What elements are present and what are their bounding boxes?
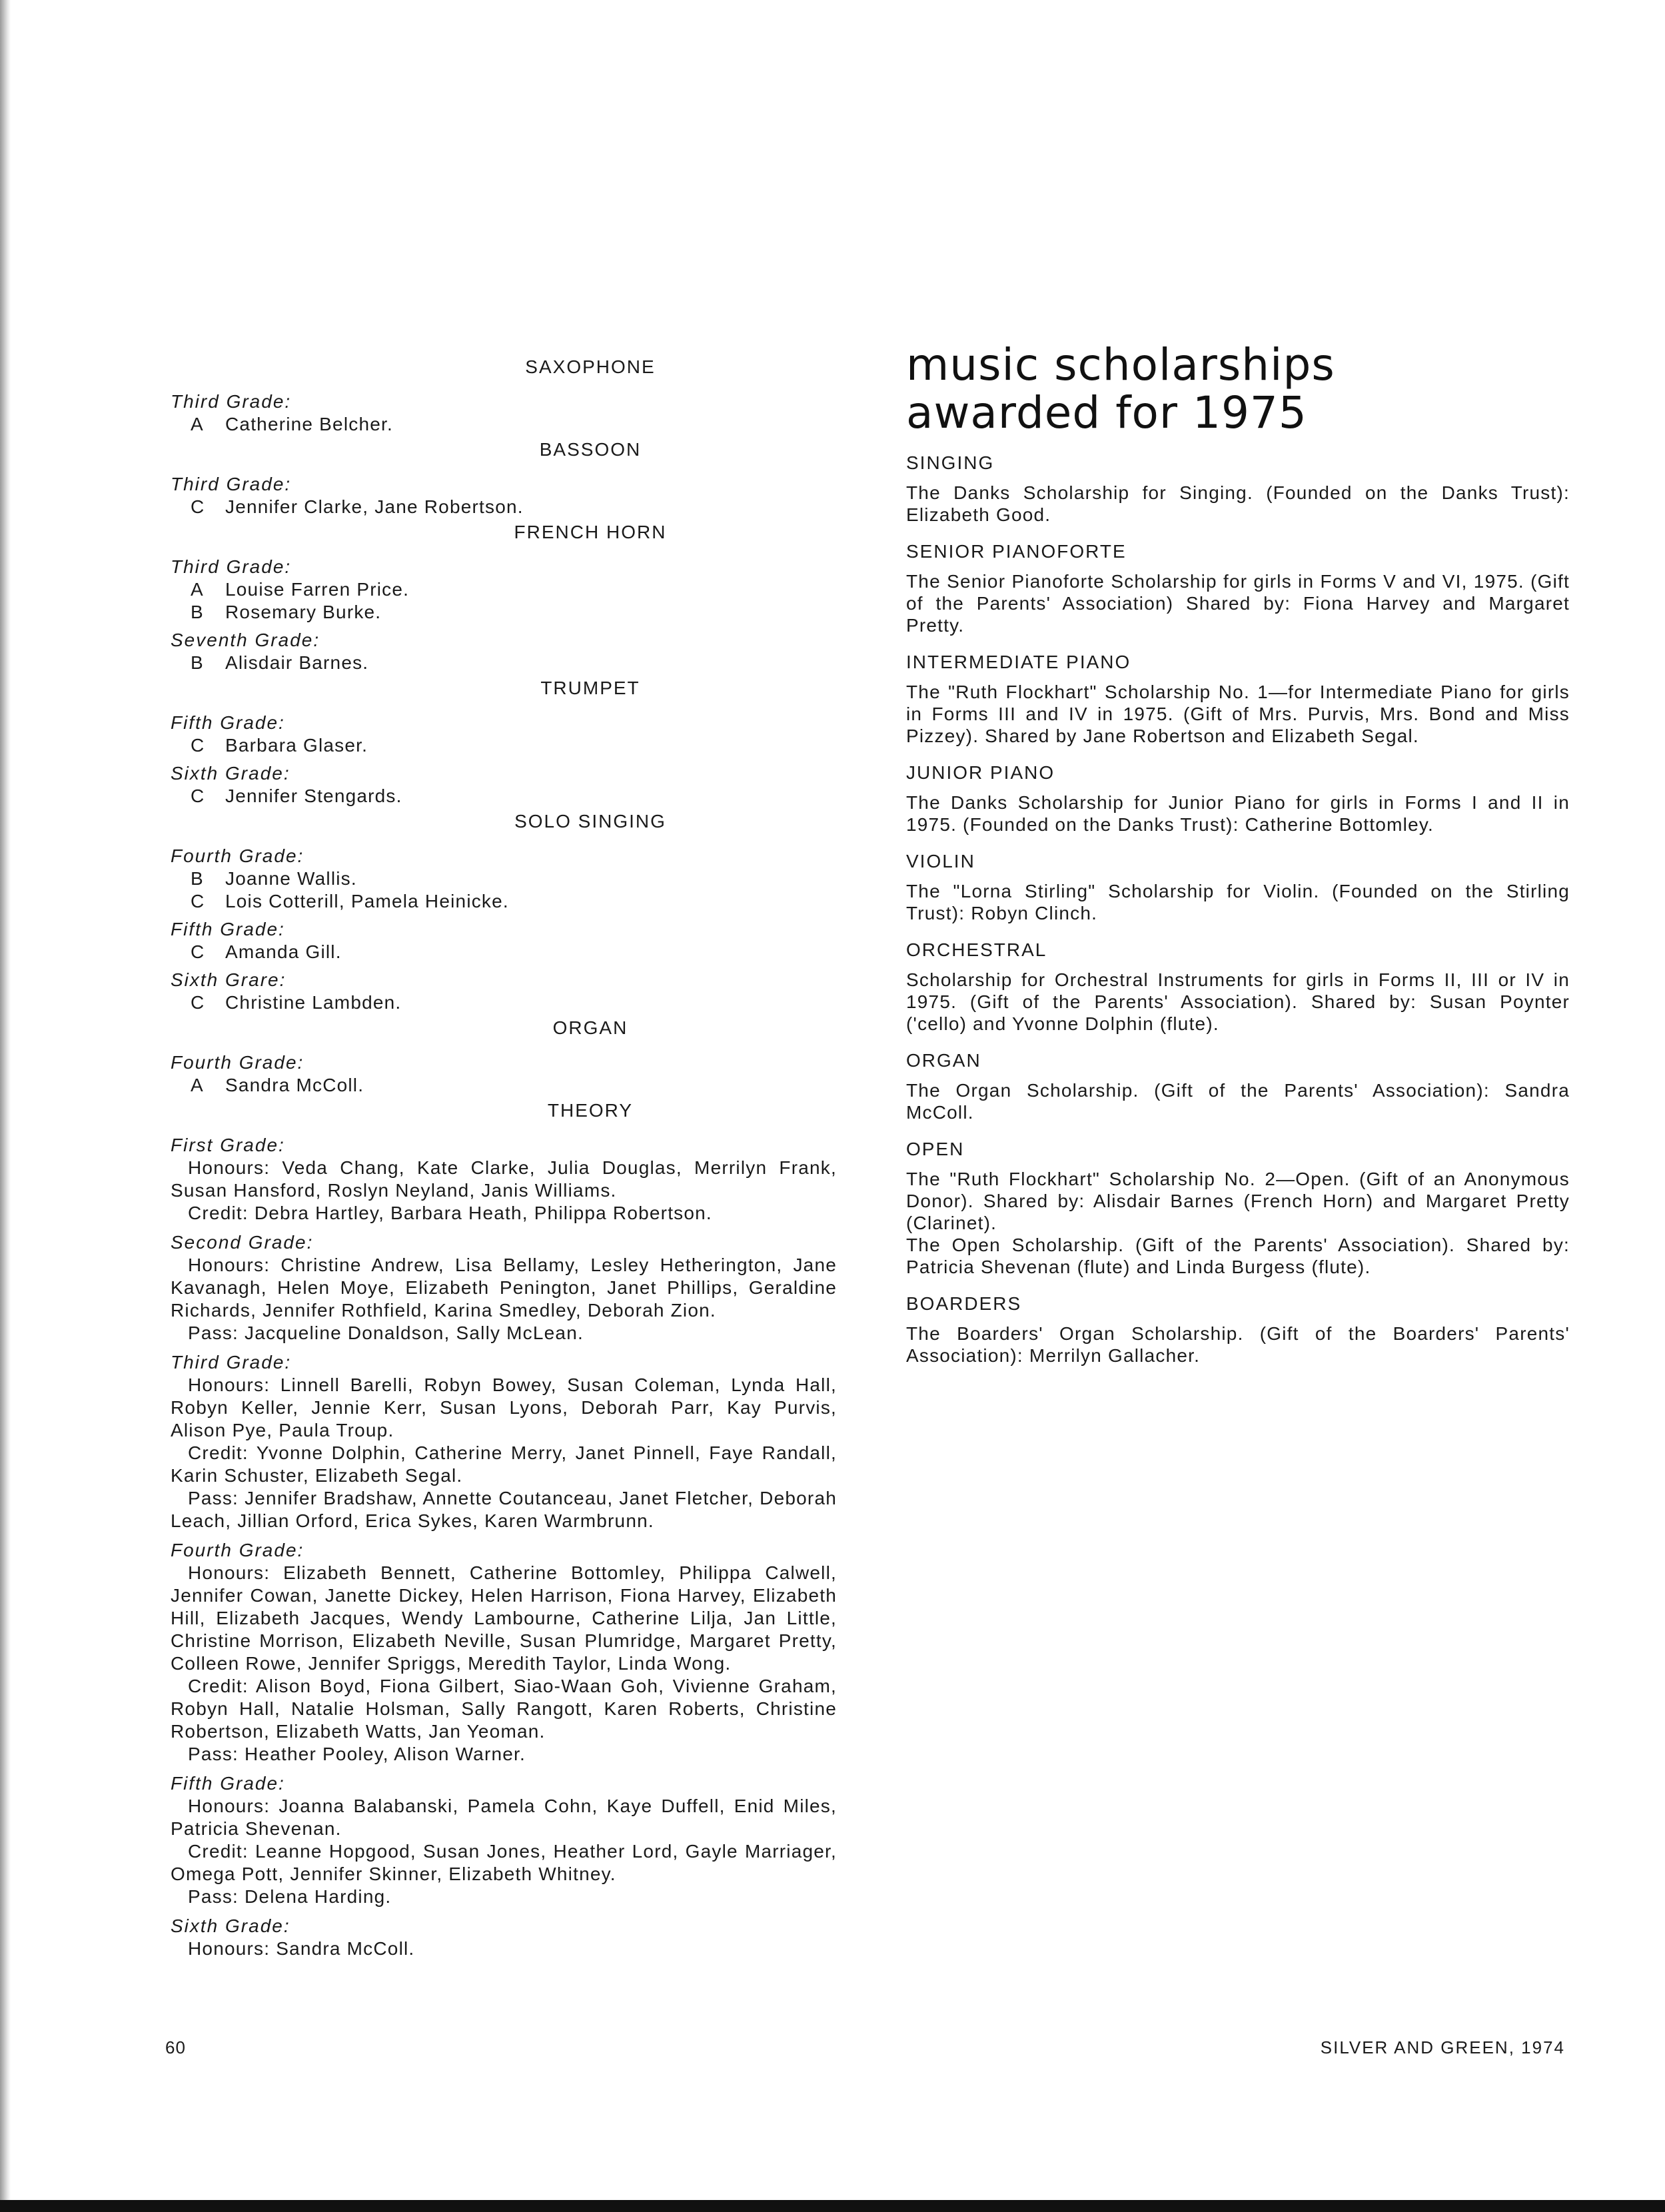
section-paragraph: The "Lorna Stirling" Scholarship for Violin. (Founded on the Stirling Trust): Robyn Clinch. — [906, 881, 1570, 923]
page-number: 60 — [165, 2037, 186, 2057]
section-paragraph: The "Ruth Flockhart" Scholarship No. 2—Open. (Gift of an Anonymous Donor). Shared by: Alisdair Barnes (French Horn) and Margaret Pretty (Clarinet). — [906, 1169, 1570, 1233]
result-names: Lois Cotterill, Pamela Heinicke. — [225, 891, 509, 911]
instrument-section — [171, 810, 837, 1014]
section-heading: JUNIOR PIANO — [906, 762, 1055, 783]
result-names: Louise Farren Price. — [225, 579, 410, 600]
section-heading: INTERMEDIATE PIANO — [906, 652, 1131, 672]
result-line: Credit: Debra Hartley, Barbara Heath, Philippa Robertson. — [188, 1203, 712, 1223]
result-line: Credit: Yvonne Dolphin, Catherine Merry, Janet Pinnell, Faye Randall, Karin Schuster, Elizabeth Segal. — [171, 1442, 837, 1486]
result-names: Catherine Belcher. — [225, 414, 393, 434]
instrument-heading: SOLO SINGING — [514, 811, 666, 831]
result-line: Pass: Delena Harding. — [188, 1886, 392, 1907]
section-heading: ORCHESTRAL — [906, 939, 1047, 960]
instrument-heading: TRUMPET — [540, 678, 640, 698]
grade-label: Third Grade: — [171, 474, 292, 494]
section-text — [906, 792, 1570, 835]
section-paragraph: Scholarship for Orchestral Instruments for girls in Forms II, III or IV in 1975. (Gift of the Parents' Association). Shared by: Susan Poynter ('cello) and Yvonne Dolphin (flute). — [906, 969, 1570, 1034]
section-text — [906, 1079, 1570, 1123]
scholarships-column — [906, 341, 1570, 1381]
section-text — [906, 880, 1570, 924]
results-column — [171, 353, 837, 1960]
theory-grades — [171, 1134, 837, 1960]
result-entry — [171, 578, 837, 601]
result-class: A — [191, 414, 204, 434]
result-line: Honours: Sandra McColl. — [188, 1938, 415, 1959]
result-entry — [171, 867, 837, 890]
result-line: Honours: Joanna Balabanski, Pamela Cohn, Kaye Duffell, Enid Miles, Patricia Shevenan. — [171, 1796, 837, 1839]
section-paragraph: The Boarders' Organ Scholarship. (Gift of the Boarders' Parents' Association): Merrilyn Gallacher. — [906, 1323, 1570, 1366]
instrument-heading: SAXOPHONE — [525, 356, 656, 377]
grade-label: Fourth Grade: — [171, 1052, 304, 1073]
result-entry — [171, 496, 837, 518]
result-names: Joanne Wallis. — [225, 868, 357, 889]
instrument-heading: BASSOON — [539, 439, 642, 460]
title-line-2: awarded for 1975 — [906, 387, 1307, 438]
result-names: Sandra McColl. — [225, 1075, 364, 1095]
grade-label: Seventh Grade: — [171, 630, 320, 650]
grade-label: Sixth Grade: — [171, 1916, 290, 1936]
theory-results — [171, 1099, 837, 1960]
result-names: Christine Lambden. — [225, 992, 402, 1013]
page-gutter — [0, 0, 11, 2212]
instrument-section — [171, 356, 837, 436]
publication-title: SILVER AND GREEN, 1974 — [1320, 2037, 1565, 2057]
section-heading: BOARDERS — [906, 1293, 1022, 1314]
scholarship-list — [906, 452, 1570, 1367]
instrument-heading: ORGAN — [552, 1017, 628, 1038]
result-names: Rosemary Burke. — [225, 602, 382, 622]
instrument-results — [171, 356, 837, 1097]
grade-label: Third Grade: — [171, 1352, 292, 1373]
section-text — [906, 681, 1570, 747]
result-line: Honours: Veda Chang, Kate Clarke, Julia Douglas, Merrilyn Frank, Susan Hansford, Roslyn Neyland, Janis Williams. — [171, 1157, 837, 1201]
instrument-section — [171, 677, 837, 808]
grade-label: First Grade: — [171, 1135, 285, 1155]
section-heading: VIOLIN — [906, 851, 975, 871]
result-names: Jennifer Clarke, Jane Robertson. — [225, 496, 524, 517]
section-text — [906, 1168, 1570, 1278]
result-class: C — [191, 992, 205, 1013]
title-line-1: music scholarships — [906, 339, 1335, 390]
section-heading: SENIOR PIANOFORTE — [906, 541, 1127, 562]
result-class: C — [191, 891, 205, 911]
grade-label: Fourth Grade: — [171, 845, 304, 866]
result-line: Pass: Jacqueline Donaldson, Sally McLean. — [188, 1323, 584, 1343]
section-text — [906, 570, 1570, 636]
grade-label: Fifth Grade: — [171, 1773, 285, 1794]
result-names: Barbara Glaser. — [225, 735, 368, 756]
result-entry — [171, 991, 837, 1014]
result-entry — [171, 652, 837, 674]
result-names: Alisdair Barnes. — [225, 652, 369, 673]
section-heading: SINGING — [906, 452, 995, 473]
page-bottom-edge — [0, 2200, 1665, 2212]
result-entry — [171, 941, 837, 963]
result-line: Credit: Leanne Hopgood, Susan Jones, Heather Lord, Gayle Marriager, Omega Pott, Jennifer Skinner, Elizabeth Whitney. — [171, 1841, 837, 1884]
result-entry — [171, 413, 837, 436]
result-class: B — [191, 652, 204, 673]
result-entry — [171, 890, 837, 913]
result-class: B — [191, 602, 204, 622]
grade-label: Fourth Grade: — [171, 1540, 304, 1560]
result-class: C — [191, 735, 205, 756]
page-title — [906, 341, 1570, 437]
section-paragraph: The Danks Scholarship for Junior Piano for girls in Forms I and II in 1975. (Founded on the Danks Trust): Catherine Bottomley. — [906, 792, 1570, 835]
result-class: A — [191, 579, 204, 600]
result-entry — [171, 1074, 837, 1097]
instrument-section — [171, 521, 837, 674]
instrument-heading: THEORY — [547, 1100, 634, 1121]
result-entry — [171, 601, 837, 624]
result-line: Honours: Linnell Barelli, Robyn Bowey, Susan Coleman, Lynda Hall, Robyn Keller, Jennie Kerr, Susan Lyons, Deborah Parr, Kay Purvis, Alison Pye, Paula Troup. — [171, 1375, 837, 1440]
section-paragraph: The Danks Scholarship for Singing. (Founded on the Danks Trust): Elizabeth Good. — [906, 482, 1570, 525]
result-names: Jennifer Stengards. — [225, 786, 402, 806]
grade-label: Sixth Grare: — [171, 969, 286, 990]
section-paragraph: The "Ruth Flockhart" Scholarship No. 1—for Intermediate Piano for girls in Forms III and IV in 1975. (Gift of Mrs. Purvis, Mrs. Bond and Miss Pizzey). Shared by Jane Robertson and Elizabeth Segal. — [906, 682, 1570, 746]
result-line: Honours: Elizabeth Bennett, Catherine Bottomley, Philippa Calwell, Jennifer Cowan, Janette Dickey, Helen Harrison, Fiona Harvey, Elizabeth Hill, Elizabeth Jacques, Wendy Lambourne, Catherine Lilja, Jan Little, Christine Morrison, Elizabeth Neville, Susan Plumridge, Margaret Pretty, Colleen Rowe, Jennifer Spriggs, Meredith Taylor, Linda Wong. — [171, 1562, 837, 1674]
result-class: C — [191, 941, 205, 962]
grade-label: Second Grade: — [171, 1232, 314, 1253]
result-line: Honours: Christine Andrew, Lisa Bellamy, Lesley Hetherington, Jane Kavanagh, Helen Moye, Elizabeth Penington, Janet Phillips, Geraldine Richards, Jennifer Rothfield, Karina Smedley, Deborah Zion. — [171, 1255, 837, 1321]
result-class: C — [191, 496, 205, 517]
result-class: A — [191, 1075, 204, 1095]
section-text — [906, 482, 1570, 526]
section-paragraph: The Organ Scholarship. (Gift of the Parents' Association): Sandra McColl. — [906, 1080, 1570, 1123]
section-heading: ORGAN — [906, 1050, 981, 1071]
result-entry — [171, 785, 837, 808]
section-text — [906, 969, 1570, 1035]
result-class: C — [191, 786, 205, 806]
result-line: Credit: Alison Boyd, Fiona Gilbert, Siao-Waan Goh, Vivienne Graham, Robyn Hall, Natalie Holsman, Sally Rangott, Karen Roberts, Christine Robertson, Elizabeth Watts, Jan Yeoman. — [171, 1676, 837, 1742]
grade-label: Fifth Grade: — [171, 712, 285, 733]
grade-label: Third Grade: — [171, 391, 292, 412]
section-heading: OPEN — [906, 1139, 965, 1159]
grade-label: Third Grade: — [171, 556, 292, 577]
instrument-section — [171, 1017, 837, 1097]
result-line: Pass: Jennifer Bradshaw, Annette Coutanceau, Janet Fletcher, Deborah Leach, Jillian Orford, Erica Sykes, Karen Warmbrunn. — [171, 1488, 837, 1531]
section-paragraph: The Open Scholarship. (Gift of the Parents' Association). Shared by: Patricia Shevenan (flute) and Linda Burgess (flute). — [906, 1235, 1570, 1277]
result-names: Amanda Gill. — [225, 941, 342, 962]
instrument-heading: FRENCH HORN — [514, 522, 667, 542]
result-line: Pass: Heather Pooley, Alison Warner. — [188, 1744, 526, 1764]
result-class: B — [191, 868, 204, 889]
result-entry — [171, 734, 837, 757]
section-text — [906, 1323, 1570, 1367]
section-paragraph: The Senior Pianoforte Scholarship for girls in Forms V and VI, 1975. (Gift of the Parents' Association) Shared by: Fiona Harvey and Margaret Pretty. — [906, 571, 1570, 636]
grade-label: Fifth Grade: — [171, 919, 285, 939]
instrument-section — [171, 438, 837, 518]
grade-label: Sixth Grade: — [171, 763, 290, 784]
